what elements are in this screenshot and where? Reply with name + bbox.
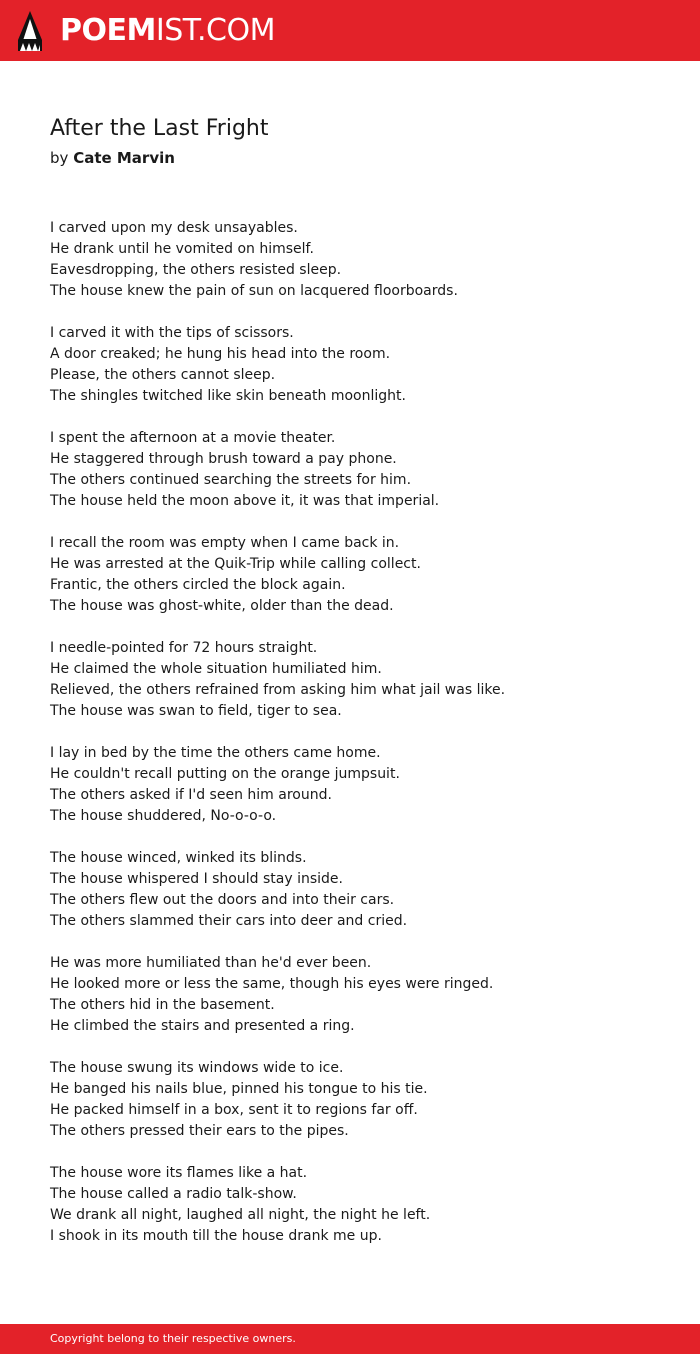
poem-line: The house whispered I should stay inside. (50, 871, 343, 887)
pen-nib-icon (16, 10, 44, 52)
poem-line: The others continued searching the streets for him. (50, 472, 412, 488)
poem-stanza (50, 428, 670, 512)
poem-line: I needle-pointed for 72 hours straight. (50, 640, 318, 656)
poem-line: I lay in bed by the time the others came home. (50, 745, 381, 761)
byline (50, 149, 175, 167)
poem-title: After the Last Fright (50, 116, 269, 141)
poem-line: He claimed the whole situation humiliated him. (50, 661, 382, 677)
poem-line: The others hid in the basement. (50, 997, 275, 1013)
by-label: by (50, 149, 69, 167)
poem-stanza (50, 848, 670, 932)
poem-line: I carved upon my desk unsayables. (50, 220, 298, 236)
poem-line: I shook in its mouth till the house drank me up. (50, 1228, 382, 1244)
poem-line: The others slammed their cars into deer and cried. (50, 913, 408, 929)
poem-line: He climbed the stairs and presented a ring. (50, 1018, 355, 1034)
poem-line: The house knew the pain of sun on lacquered floorboards. (50, 283, 458, 299)
site-footer (0, 1324, 700, 1354)
poem-line: He was more humiliated than he'd ever been. (50, 955, 372, 971)
poem-stanza (50, 218, 670, 302)
poem-line: The house shuddered, No-o-o-o. (50, 808, 277, 824)
poem-stanza (50, 533, 670, 617)
poem-line: I recall the room was empty when I came back in. (50, 535, 400, 551)
poem-stanza (50, 953, 670, 1037)
poem-stanza (50, 743, 670, 827)
poem-line: He looked more or less the same, though his eyes were ringed. (50, 976, 494, 992)
poem-line: The others asked if I'd seen him around. (50, 787, 332, 803)
copyright-notice: Copyright belong to their respective owners. (50, 1332, 296, 1345)
poem-line: Please, the others cannot sleep. (50, 367, 276, 383)
poem-line: The house called a radio talk-show. (50, 1186, 297, 1202)
poem-line: He packed himself in a box, sent it to regions far off. (50, 1102, 418, 1118)
logo-text-bold: POEM (60, 13, 156, 48)
site-logo-link[interactable] (16, 9, 275, 53)
poem-line: He drank until he vomited on himself. (50, 241, 314, 257)
poem-stanza (50, 638, 670, 722)
author-name: Cate Marvin (73, 149, 175, 167)
site-header (0, 0, 700, 61)
poem-line: The house was ghost-white, older than the dead. (50, 598, 394, 614)
poem-line: The others flew out the doors and into their cars. (50, 892, 395, 908)
logo-text-light: IST.COM (155, 13, 275, 48)
poem-stanza (50, 1058, 670, 1142)
poem-stanza (50, 323, 670, 407)
poem-line: Eavesdropping, the others resisted sleep. (50, 262, 342, 278)
poem-line: The house wore its flames like a hat. (50, 1165, 308, 1181)
poem-line: We drank all night, laughed all night, the night he left. (50, 1207, 431, 1223)
poem-stanza (50, 1163, 670, 1247)
poem-line: He staggered through brush toward a pay phone. (50, 451, 397, 467)
poem-line: I spent the afternoon at a movie theater. (50, 430, 336, 446)
site-logo-text (60, 13, 275, 48)
poem-line: He was arrested at the Quik-Trip while calling collect. (50, 556, 421, 572)
poem-line: Frantic, the others circled the block again. (50, 577, 346, 593)
poem-line: The house held the moon above it, it was that imperial. (50, 493, 440, 509)
poem-line: A door creaked; he hung his head into the room. (50, 346, 391, 362)
poem-line: The shingles twitched like skin beneath moonlight. (50, 388, 406, 404)
poem-line: He banged his nails blue, pinned his tongue to his tie. (50, 1081, 428, 1097)
poem-line: The house swung its windows wide to ice. (50, 1060, 344, 1076)
poem-line: He couldn't recall putting on the orange jumpsuit. (50, 766, 400, 782)
poem-line: The house was swan to field, tiger to sea. (50, 703, 342, 719)
poem-line: The others pressed their ears to the pipes. (50, 1123, 349, 1139)
poem-line: The house winced, winked its blinds. (50, 850, 307, 866)
poem-body (50, 218, 670, 1268)
poem-line: I carved it with the tips of scissors. (50, 325, 294, 341)
poem-line: Relieved, the others refrained from asking him what jail was like. (50, 682, 506, 698)
